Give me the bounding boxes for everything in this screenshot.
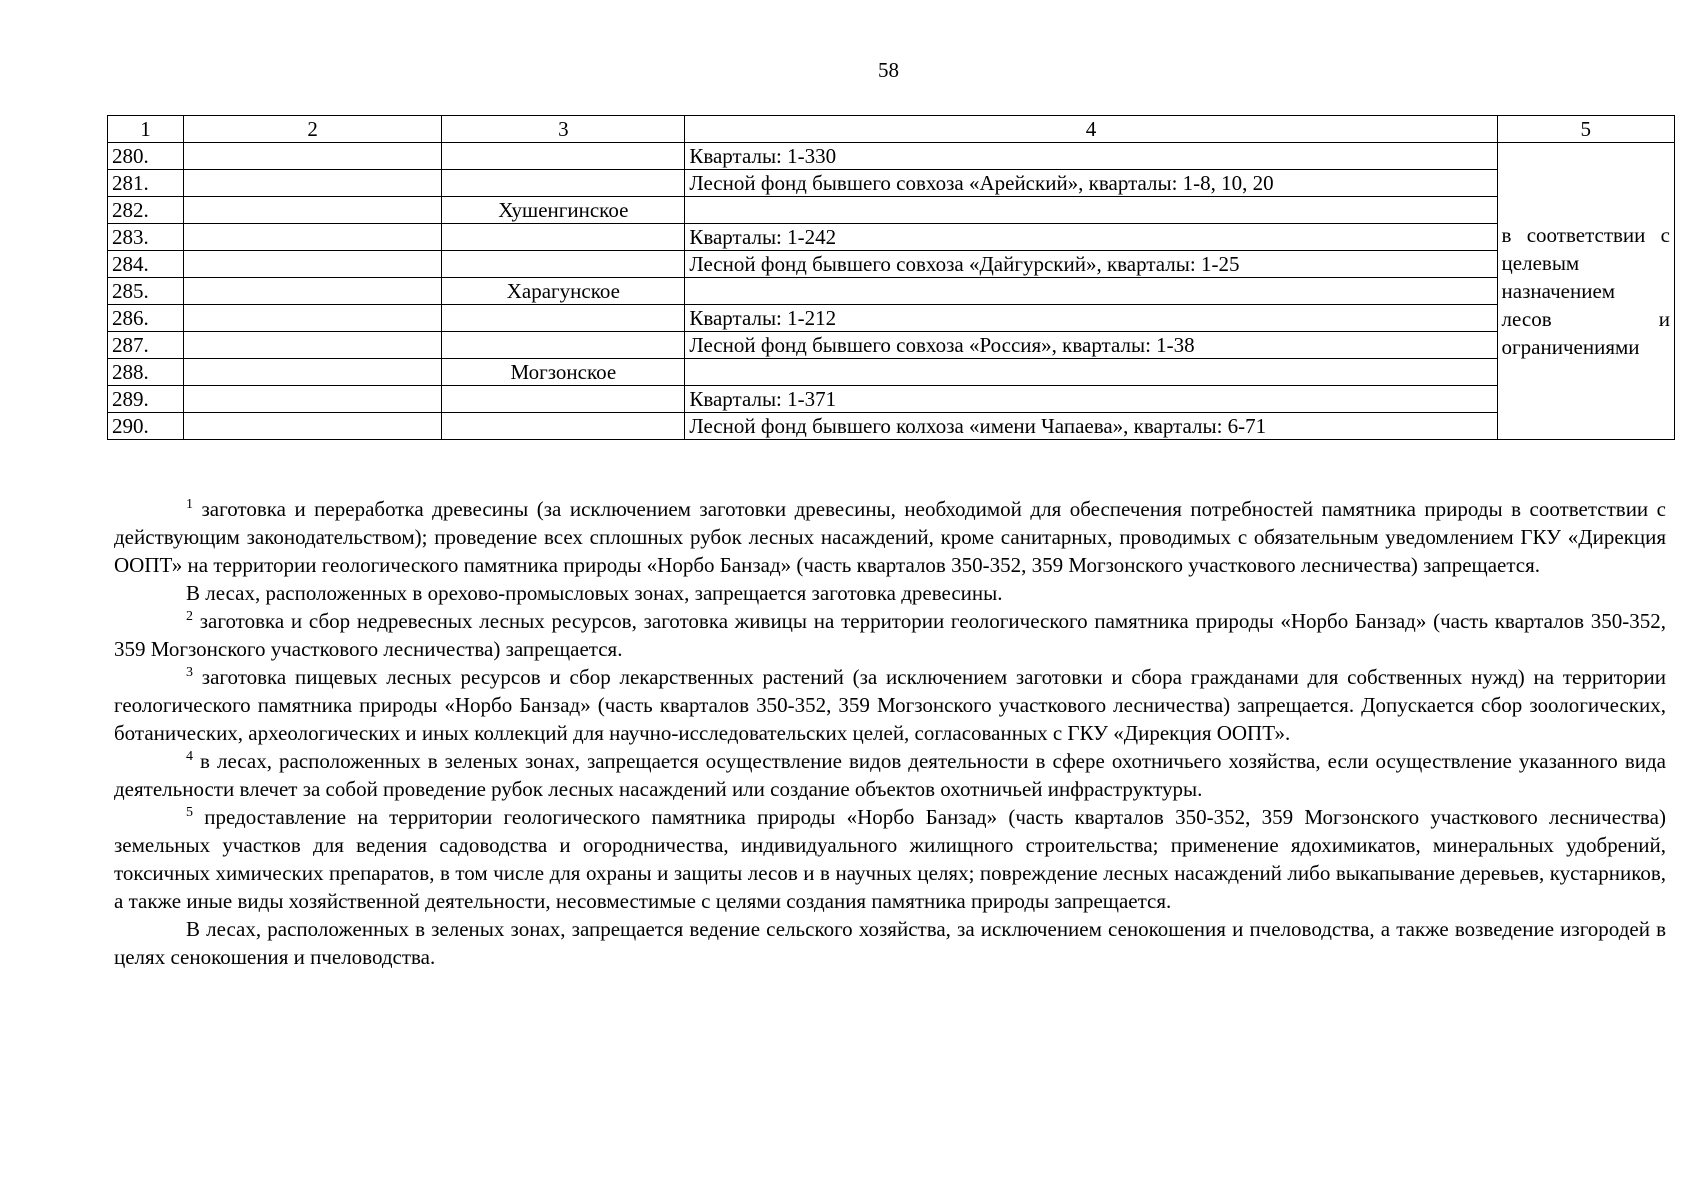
table-row xyxy=(108,143,1675,170)
col2-cell xyxy=(183,143,441,170)
quarters-cell: Кварталы: 1-371 xyxy=(685,386,1497,413)
col2-cell xyxy=(183,386,441,413)
footnote-paragraph xyxy=(114,579,1666,607)
footnote-marker: 5 xyxy=(186,805,193,820)
header-cell: 5 xyxy=(1497,116,1674,143)
row-number-cell: 288. xyxy=(108,359,184,386)
table-row xyxy=(108,170,1675,197)
footnote-text: предоставление на территории геологического памятника природы «Норбо Банзад» (часть кварталов 350-352, 359 Могзонского участкового лесничества) земельных участков для ведения садоводства и огородничества, индивидуального жилищного строительства; применение ядохимикатов, минеральных удобрений, токсичных химических препаратов, в том числе для охраны и защиты лесов и в научных целях; повреждение лесных насаждений либо выкапывание деревьев, кустарников, а также иные виды хозяйственной деятельности, несовместимые с целями создания памятника природы запрещается. xyxy=(114,805,1666,913)
col2-cell xyxy=(183,197,441,224)
row-number-cell: 286. xyxy=(108,305,184,332)
table-row xyxy=(108,278,1675,305)
forestry-district-cell xyxy=(442,332,685,359)
table-row xyxy=(108,197,1675,224)
header-cell: 4 xyxy=(685,116,1497,143)
footnote-text: В лесах, расположенных в зеленых зонах, запрещается ведение сельского хозяйства, за исключением сенокошения и пчеловодства, а также возведение изгородей в целях сенокошения и пчеловодства. xyxy=(114,917,1666,969)
forestry-district-cell xyxy=(442,170,685,197)
table-row xyxy=(108,251,1675,278)
quarters-cell: Лесной фонд бывшего совхоза «Россия», кварталы: 1-38 xyxy=(685,332,1497,359)
col2-cell xyxy=(183,305,441,332)
table-row xyxy=(108,332,1675,359)
col2-cell xyxy=(183,251,441,278)
row-number-cell: 282. xyxy=(108,197,184,224)
footnote-paragraph xyxy=(114,663,1666,747)
footnote-marker: 3 xyxy=(186,665,193,680)
forestry-district-cell xyxy=(442,305,685,332)
forestry-district-cell xyxy=(442,224,685,251)
row-number-cell: 287. xyxy=(108,332,184,359)
table-row xyxy=(108,413,1675,440)
header-cell: 3 xyxy=(442,116,685,143)
col2-cell xyxy=(183,332,441,359)
quarters-cell: Кварталы: 1-212 xyxy=(685,305,1497,332)
col2-cell xyxy=(183,170,441,197)
row-number-cell: 285. xyxy=(108,278,184,305)
forestry-district-cell: Могзонское xyxy=(442,359,685,386)
purpose-line: ограничениями xyxy=(1501,335,1640,359)
quarters-cell: Кварталы: 1-330 xyxy=(685,143,1497,170)
table-row xyxy=(108,224,1675,251)
forestry-district-cell xyxy=(442,143,685,170)
forestry-district-cell xyxy=(442,251,685,278)
row-number-cell: 290. xyxy=(108,413,184,440)
row-number-cell: 289. xyxy=(108,386,184,413)
col2-cell xyxy=(183,224,441,251)
page-number: 58 xyxy=(878,58,899,82)
row-number-cell: 283. xyxy=(108,224,184,251)
footnote-paragraph xyxy=(114,607,1666,663)
forestry-district-cell xyxy=(442,413,685,440)
purpose-line: целевым xyxy=(1501,251,1580,275)
footnote-text: заготовка и переработка древесины (за исключением заготовки древесины, необходимой для обеспечения потребностей памятника природы в соответствии с действующим законодательством); проведение всех сплошных рубок лесных насаждений, кроме санитарных, проводимых с обязательным уведомлением ГКУ «Дирекция ООПТ» на территории геологического памятника природы «Норбо Банзад» (часть кварталов 350-352, 359 Могзонского участкового лесничества) запрещается. xyxy=(114,497,1666,577)
footnote-paragraph xyxy=(114,915,1666,971)
footnotes xyxy=(114,495,1666,971)
row-number-cell: 284. xyxy=(108,251,184,278)
table-row xyxy=(108,359,1675,386)
table-header-row xyxy=(108,116,1675,143)
footnote-text: в лесах, расположенных в зеленых зонах, запрещается осуществление видов деятельности в сфере охотничьего хозяйства, если осуществление указанного вида деятельности влечет за собой проведение рубок лесных насаждений или создание объектов охотничьей инфраструктуры. xyxy=(114,749,1666,801)
col2-cell xyxy=(183,413,441,440)
header-cell: 2 xyxy=(183,116,441,143)
forestry-district-cell xyxy=(442,386,685,413)
purpose-cell xyxy=(1497,143,1674,440)
row-number-cell: 280. xyxy=(108,143,184,170)
col2-cell xyxy=(183,359,441,386)
purpose-line: лесов и xyxy=(1501,307,1670,331)
forest-table xyxy=(107,115,1675,440)
quarters-cell: Кварталы: 1-242 xyxy=(685,224,1497,251)
quarters-cell xyxy=(685,359,1497,386)
quarters-cell: Лесной фонд бывшего совхоза «Дайгурский», кварталы: 1-25 xyxy=(685,251,1497,278)
footnote-paragraph xyxy=(114,747,1666,803)
header-cell: 1 xyxy=(108,116,184,143)
quarters-cell: Лесной фонд бывшего колхоза «имени Чапаева», кварталы: 6-71 xyxy=(685,413,1497,440)
footnote-paragraph xyxy=(114,495,1666,579)
forestry-district-cell: Хушенгинское xyxy=(442,197,685,224)
col2-cell xyxy=(183,278,441,305)
quarters-cell xyxy=(685,278,1497,305)
purpose-line: назначением xyxy=(1501,279,1616,303)
table-row xyxy=(108,305,1675,332)
footnote-marker: 1 xyxy=(186,497,193,512)
footnote-marker: 4 xyxy=(186,749,193,764)
footnote-marker: 2 xyxy=(186,609,193,624)
row-number-cell: 281. xyxy=(108,170,184,197)
footnote-text: заготовка и сбор недревесных лесных ресурсов, заготовка живицы на территории геологического памятника природы «Норбо Банзад» (часть кварталов 350-352, 359 Могзонского участкового лесничества) запрещается. xyxy=(114,609,1666,661)
footnote-text: заготовка пищевых лесных ресурсов и сбор лекарственных растений (за исключением заготовки и сбора гражданами для собственных нужд) на территории геологического памятника природы «Норбо Банзад» (часть кварталов 350-352, 359 Могзонского участкового лесничества) запрещается. Допускается сбор зоологических, ботанических, археологических и иных коллекций для научно-исследовательских целей, согласованных с ГКУ «Дирекция ООПТ». xyxy=(114,665,1666,745)
footnote-text: В лесах, расположенных в орехово-промысловых зонах, запрещается заготовка древесины. xyxy=(186,581,1003,605)
table-row xyxy=(108,386,1675,413)
forestry-district-cell: Харагунское xyxy=(442,278,685,305)
quarters-cell: Лесной фонд бывшего совхоза «Арейский», кварталы: 1-8, 10, 20 xyxy=(685,170,1497,197)
quarters-cell xyxy=(685,197,1497,224)
footnote-paragraph xyxy=(114,803,1666,915)
purpose-line: в соответствии с xyxy=(1501,223,1670,247)
